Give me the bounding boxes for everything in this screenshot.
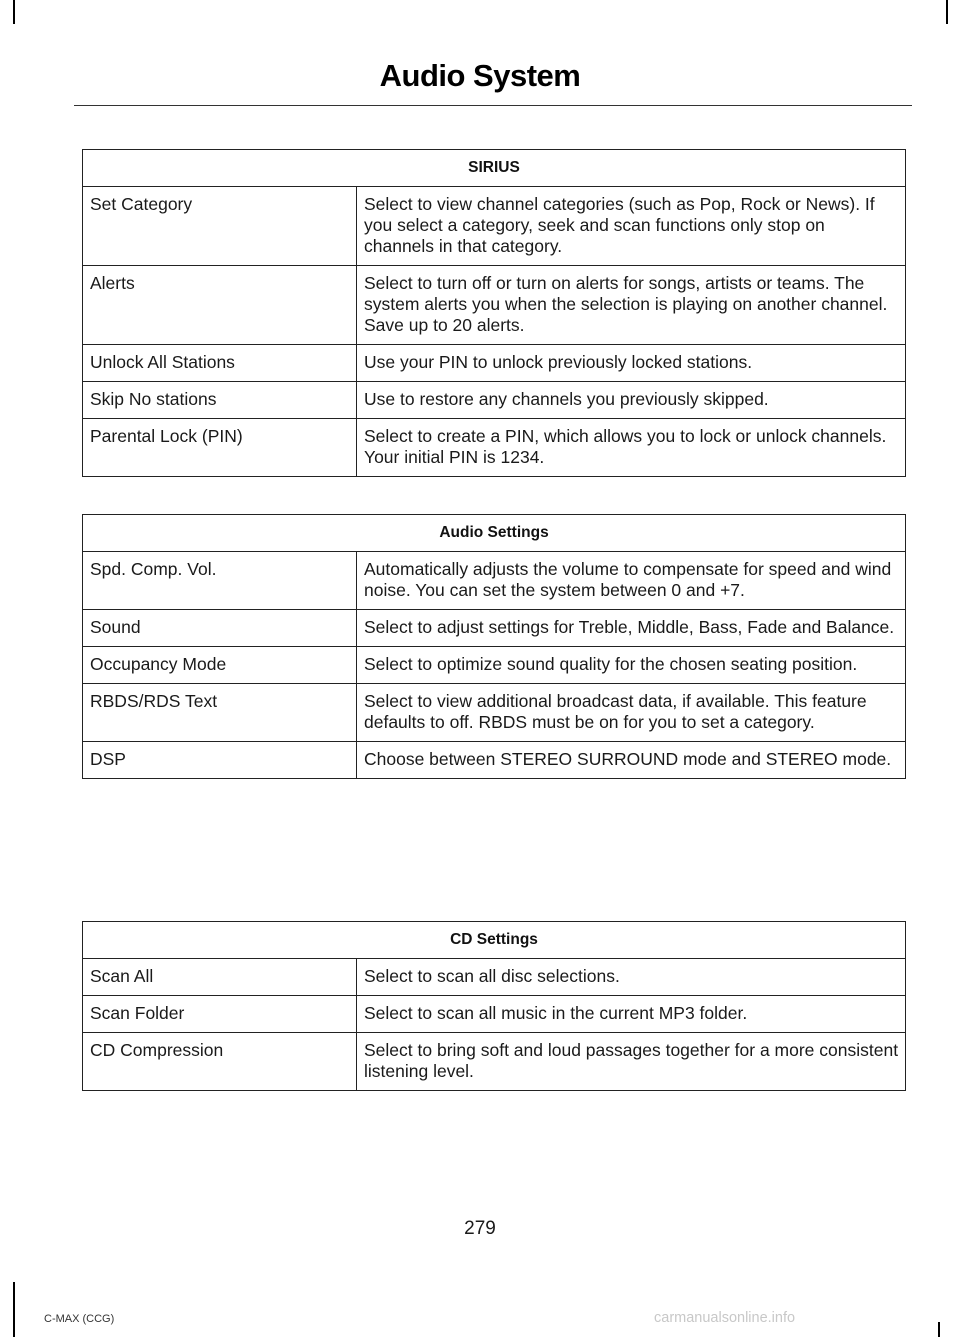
setting-description: Select to scan all disc selections.: [357, 959, 906, 996]
setting-description: Select to create a PIN, which allows you to lock or unlock channels. Your initial PIN is 1234.: [357, 419, 906, 477]
table-row: [83, 647, 906, 684]
setting-description: Automatically adjusts the volume to compensate for speed and wind noise. You can set the system between 0 and +7.: [357, 552, 906, 610]
table-row: [83, 552, 906, 610]
sirius-table: [82, 149, 906, 477]
table-row: [83, 345, 906, 382]
crop-mark-top-right: [946, 0, 948, 24]
table-row: [83, 996, 906, 1033]
page-number: 279: [464, 1218, 496, 1239]
crop-mark-bottom-left: [13, 1282, 15, 1337]
setting-name: Alerts: [83, 266, 357, 345]
setting-name: Set Category: [83, 187, 357, 266]
setting-name: CD Compression: [83, 1033, 357, 1091]
table-title: Audio Settings: [83, 515, 906, 552]
table-row: [83, 419, 906, 477]
setting-name: Spd. Comp. Vol.: [83, 552, 357, 610]
setting-description: Select to bring soft and loud passages together for a more consistent listening level.: [357, 1033, 906, 1091]
table-row: [83, 684, 906, 742]
table-row: [83, 959, 906, 996]
crop-mark-bottom-right: [938, 1322, 940, 1337]
setting-name: DSP: [83, 742, 357, 779]
page-title: Audio System: [379, 58, 581, 93]
table-row: [83, 187, 906, 266]
crop-mark-top-left: [13, 0, 15, 24]
table-row: [83, 1033, 906, 1091]
table-row: [83, 610, 906, 647]
setting-description: Select to optimize sound quality for the chosen seating position.: [357, 647, 906, 684]
setting-name: Unlock All Stations: [83, 345, 357, 382]
table-title: CD Settings: [83, 922, 906, 959]
setting-description: Use your PIN to unlock previously locked stations.: [357, 345, 906, 382]
setting-description: Select to view additional broadcast data, if available. This feature defaults to off. RBDS must be on for you to set a category.: [357, 684, 906, 742]
setting-name: Scan All: [83, 959, 357, 996]
model-code: C-MAX (CCG): [44, 1313, 115, 1325]
cd-settings-table: [82, 921, 906, 1091]
setting-name: Sound: [83, 610, 357, 647]
audio-settings-table: [82, 514, 906, 779]
setting-name: Skip No stations: [83, 382, 357, 419]
setting-name: Scan Folder: [83, 996, 357, 1033]
table-row: [83, 266, 906, 345]
setting-description: Choose between STEREO SURROUND mode and STEREO mode.: [357, 742, 906, 779]
watermark: carmanualsonline.info: [654, 1310, 796, 1326]
table-row: [83, 742, 906, 779]
table-row: [83, 382, 906, 419]
setting-description: Use to restore any channels you previously skipped.: [357, 382, 906, 419]
setting-description: Select to scan all music in the current MP3 folder.: [357, 996, 906, 1033]
setting-description: Select to view channel categories (such as Pop, Rock or News). If you select a category, seek and scan functions only stop on channels in that category.: [357, 187, 906, 266]
setting-description: Select to turn off or turn on alerts for songs, artists or teams. The system alerts you when the selection is playing on another channel. Save up to 20 alerts.: [357, 266, 906, 345]
table-title: SIRIUS: [83, 150, 906, 187]
setting-name: Occupancy Mode: [83, 647, 357, 684]
setting-description: Select to adjust settings for Treble, Middle, Bass, Fade and Balance.: [357, 610, 906, 647]
setting-name: RBDS/RDS Text: [83, 684, 357, 742]
header-divider: [74, 105, 912, 106]
setting-name: Parental Lock (PIN): [83, 419, 357, 477]
